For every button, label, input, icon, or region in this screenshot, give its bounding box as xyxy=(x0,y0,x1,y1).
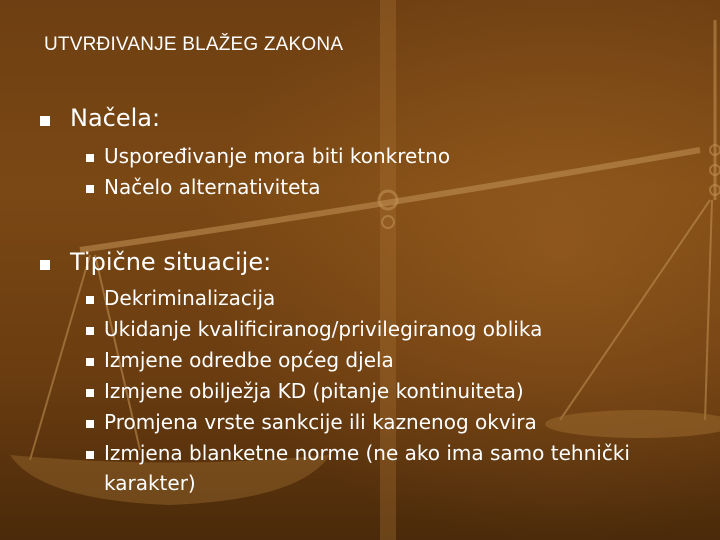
section-bullet xyxy=(40,260,50,270)
list-item-continuation: karakter) xyxy=(104,471,196,495)
list-item: Ukidanje kvalificiranog/privilegiranog oblika xyxy=(104,317,543,341)
list-item: Promjena vrste sankcije ili kaznenog okvira xyxy=(104,410,537,434)
list-item: Dekriminalizacija xyxy=(104,286,276,310)
item-bullet xyxy=(86,185,94,193)
item-bullet xyxy=(86,327,94,335)
item-bullet xyxy=(86,358,94,366)
section-heading-nacela: Načela: xyxy=(70,104,161,132)
list-item: Načelo alternativiteta xyxy=(104,175,321,199)
slide-title: UTVRĐIVANJE BLAŽEG ZAKONA xyxy=(44,34,344,55)
list-item: Izmjene obilježja KD (pitanje kontinuiteta) xyxy=(104,379,524,403)
item-bullet xyxy=(86,389,94,397)
section-bullet xyxy=(40,116,50,126)
list-item: Izmjena blanketne norme (ne ako ima samo tehnički xyxy=(104,441,630,465)
list-item: Uspoređivanje mora biti konkretno xyxy=(104,144,451,168)
item-bullet xyxy=(86,420,94,428)
item-bullet xyxy=(86,296,94,304)
list-item: Izmjene odredbe općeg djela xyxy=(104,348,394,372)
section-heading-tipicne-situacije: Tipične situacije: xyxy=(70,248,272,276)
item-bullet xyxy=(86,451,94,459)
item-bullet xyxy=(86,154,94,162)
